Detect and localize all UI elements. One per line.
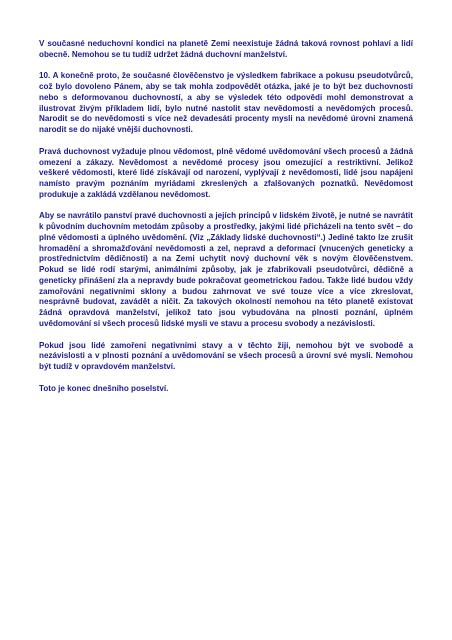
paragraph-closing: Toto je konec dnešního poselství. xyxy=(39,383,169,393)
paragraph-equality: V současné neduchovní kondici na planetě Zemi neexistuje žádná taková rovnost pohlaví a lidí obecně. Nemohou se tu tudíž udržet žádná duchovní manželství. xyxy=(39,39,413,59)
paragraph-negative-states: Pokud jsou lidé zamořeni negativními stavy a v těchto žijí, nemohou být ve svobodě a nezávislosti a v plnosti poznání a uvědomování se všech procesů a úrovní své mysli. Nemohou být tudíž v opravdovém manželství. xyxy=(39,340,413,372)
document-page xyxy=(39,39,413,405)
paragraph-point-10: 10. A konečně proto, že současné člověčenstvo je výsledkem fabrikace a pokusu pseudotvůrců, což bylo dovoleno Pánem, aby se tak mohla zodpovědět otázka, jaké je to být bez duchovnosti nebo s deformovanou duchovností, a aby se výsledek této odpovědi mohl demonstrovat a ilustrovat živým příkladem lidí, bylo nutné nastolit stav nevědomosti a nevědomých procesů. Narodit se do nevědomosti s více než devadesáti procenty mysli na nevědomé úrovni znamená narodit se do nijaké vnější duchovnosti. xyxy=(39,71,413,135)
paragraph-restoration: Aby se navrátilo panství pravé duchovnosti a jejích principů v lidském životě, je nutné se navrátit k původním duchovním metodám způsoby a prostředky, jakými lidé přicházeli na tento svět – do plné vědomosti a úplného uvědomění. (Viz „Základy lidské duchovnosti“.) Jediné takto lze zrušit hromadění a shromažďování nevědomosti a zel, nepravd a deformací (vnucených geneticky a prostřednictvím dědičnosti) a na Zemi uchytit nový duchovní věk s novým člověčenstvem. Pokud se lidé rodí starými, animálními způsoby, jak je zfabrikovali pseudotvůrci, dědičně a geneticky přinášení zla a nepravdy bude pokračovat geometrickou řadou. Takže lidé budou vždy zamořováni negativními sklony a budou zahrnovat ve své touze více a více zkreslovat, nesprávně budovat, zavádět a ničit. Za takových okolností nemohou na této planetě existovat žádná opravdová manželství, jelikož tato jsou vybudována na plnosti poznání, úplném uvědomování si všech procesů lidské mysli ve stavu a procesu svobody a nezávislosti. xyxy=(39,211,413,328)
paragraph-true-spirituality: Pravá duchovnost vyžaduje plnou vědomost, plně vědomé uvědomování všech procesů a žádná omezení a zákazy. Nevědomost a nevědomé procesy jsou omezující a restriktivní. Jelikož veškeré vědomosti, které lidé získávají od narození, vyplývají z nevědomosti, lidé jsou napájeni namísto pravým poznáním myriádami zkreslených a zfalšovaných poznatků. Nevědomost produkuje a zakládá vzdělanou nevědomost. xyxy=(39,146,413,199)
